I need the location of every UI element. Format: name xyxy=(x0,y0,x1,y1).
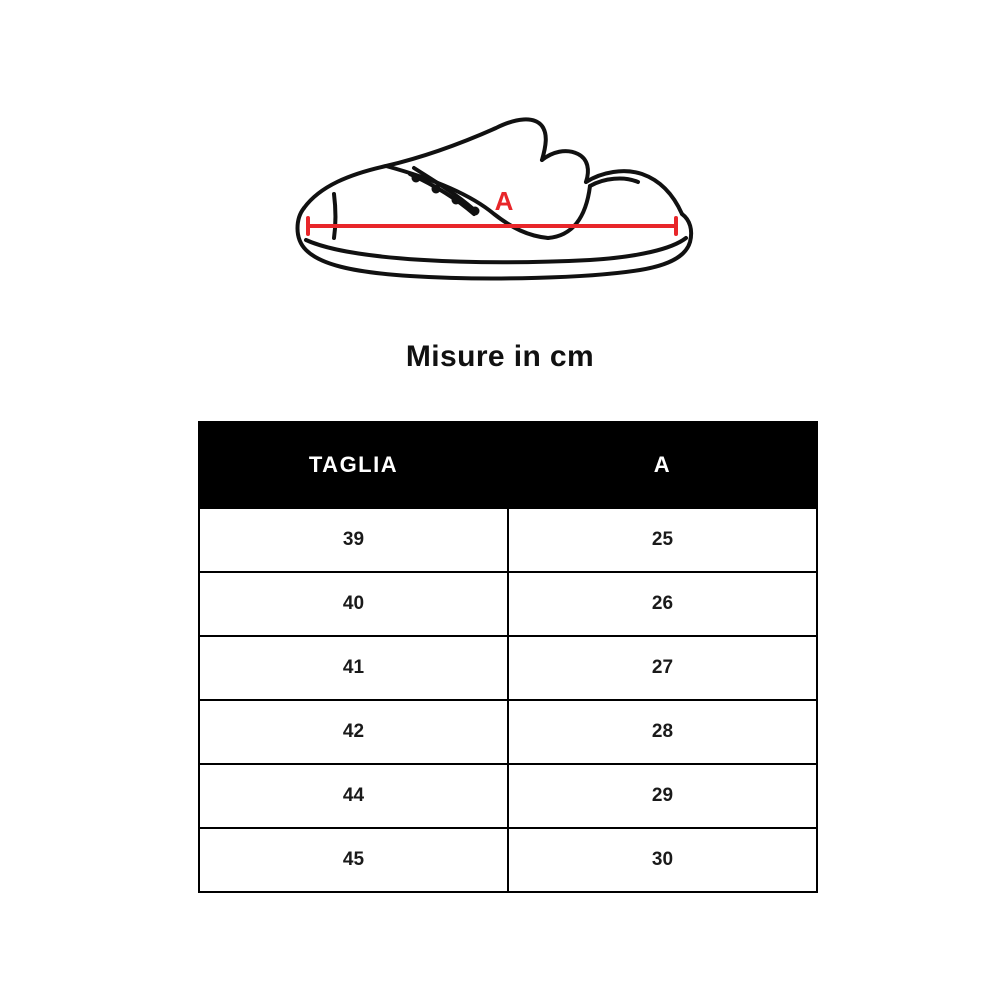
cell-taglia: 41 xyxy=(199,636,508,700)
cell-taglia: 39 xyxy=(199,508,508,572)
cell-taglia: 44 xyxy=(199,764,508,828)
cell-a: 26 xyxy=(508,572,817,636)
cell-taglia: 42 xyxy=(199,700,508,764)
table-row xyxy=(199,508,817,572)
measure-label-a: A xyxy=(494,186,514,216)
table-row xyxy=(199,572,817,636)
measure-line-a xyxy=(308,218,676,234)
table-row xyxy=(199,636,817,700)
cell-a: 30 xyxy=(508,828,817,892)
table-row xyxy=(199,700,817,764)
cell-a: 27 xyxy=(508,636,817,700)
column-header-taglia: TAGLIA xyxy=(199,422,508,508)
cell-a: 25 xyxy=(508,508,817,572)
cell-taglia: 45 xyxy=(199,828,508,892)
table-row xyxy=(199,828,817,892)
size-table-container xyxy=(198,421,818,893)
column-header-a: A xyxy=(508,422,817,508)
table-row xyxy=(199,764,817,828)
cell-a: 29 xyxy=(508,764,817,828)
page-title: Misure in cm xyxy=(405,340,595,373)
sneaker-illustration xyxy=(290,90,710,290)
shoe-diagram xyxy=(0,70,1000,310)
cell-taglia: 40 xyxy=(199,572,508,636)
cell-a: 28 xyxy=(508,700,817,764)
size-table xyxy=(198,421,818,893)
table-header-row xyxy=(199,422,817,508)
